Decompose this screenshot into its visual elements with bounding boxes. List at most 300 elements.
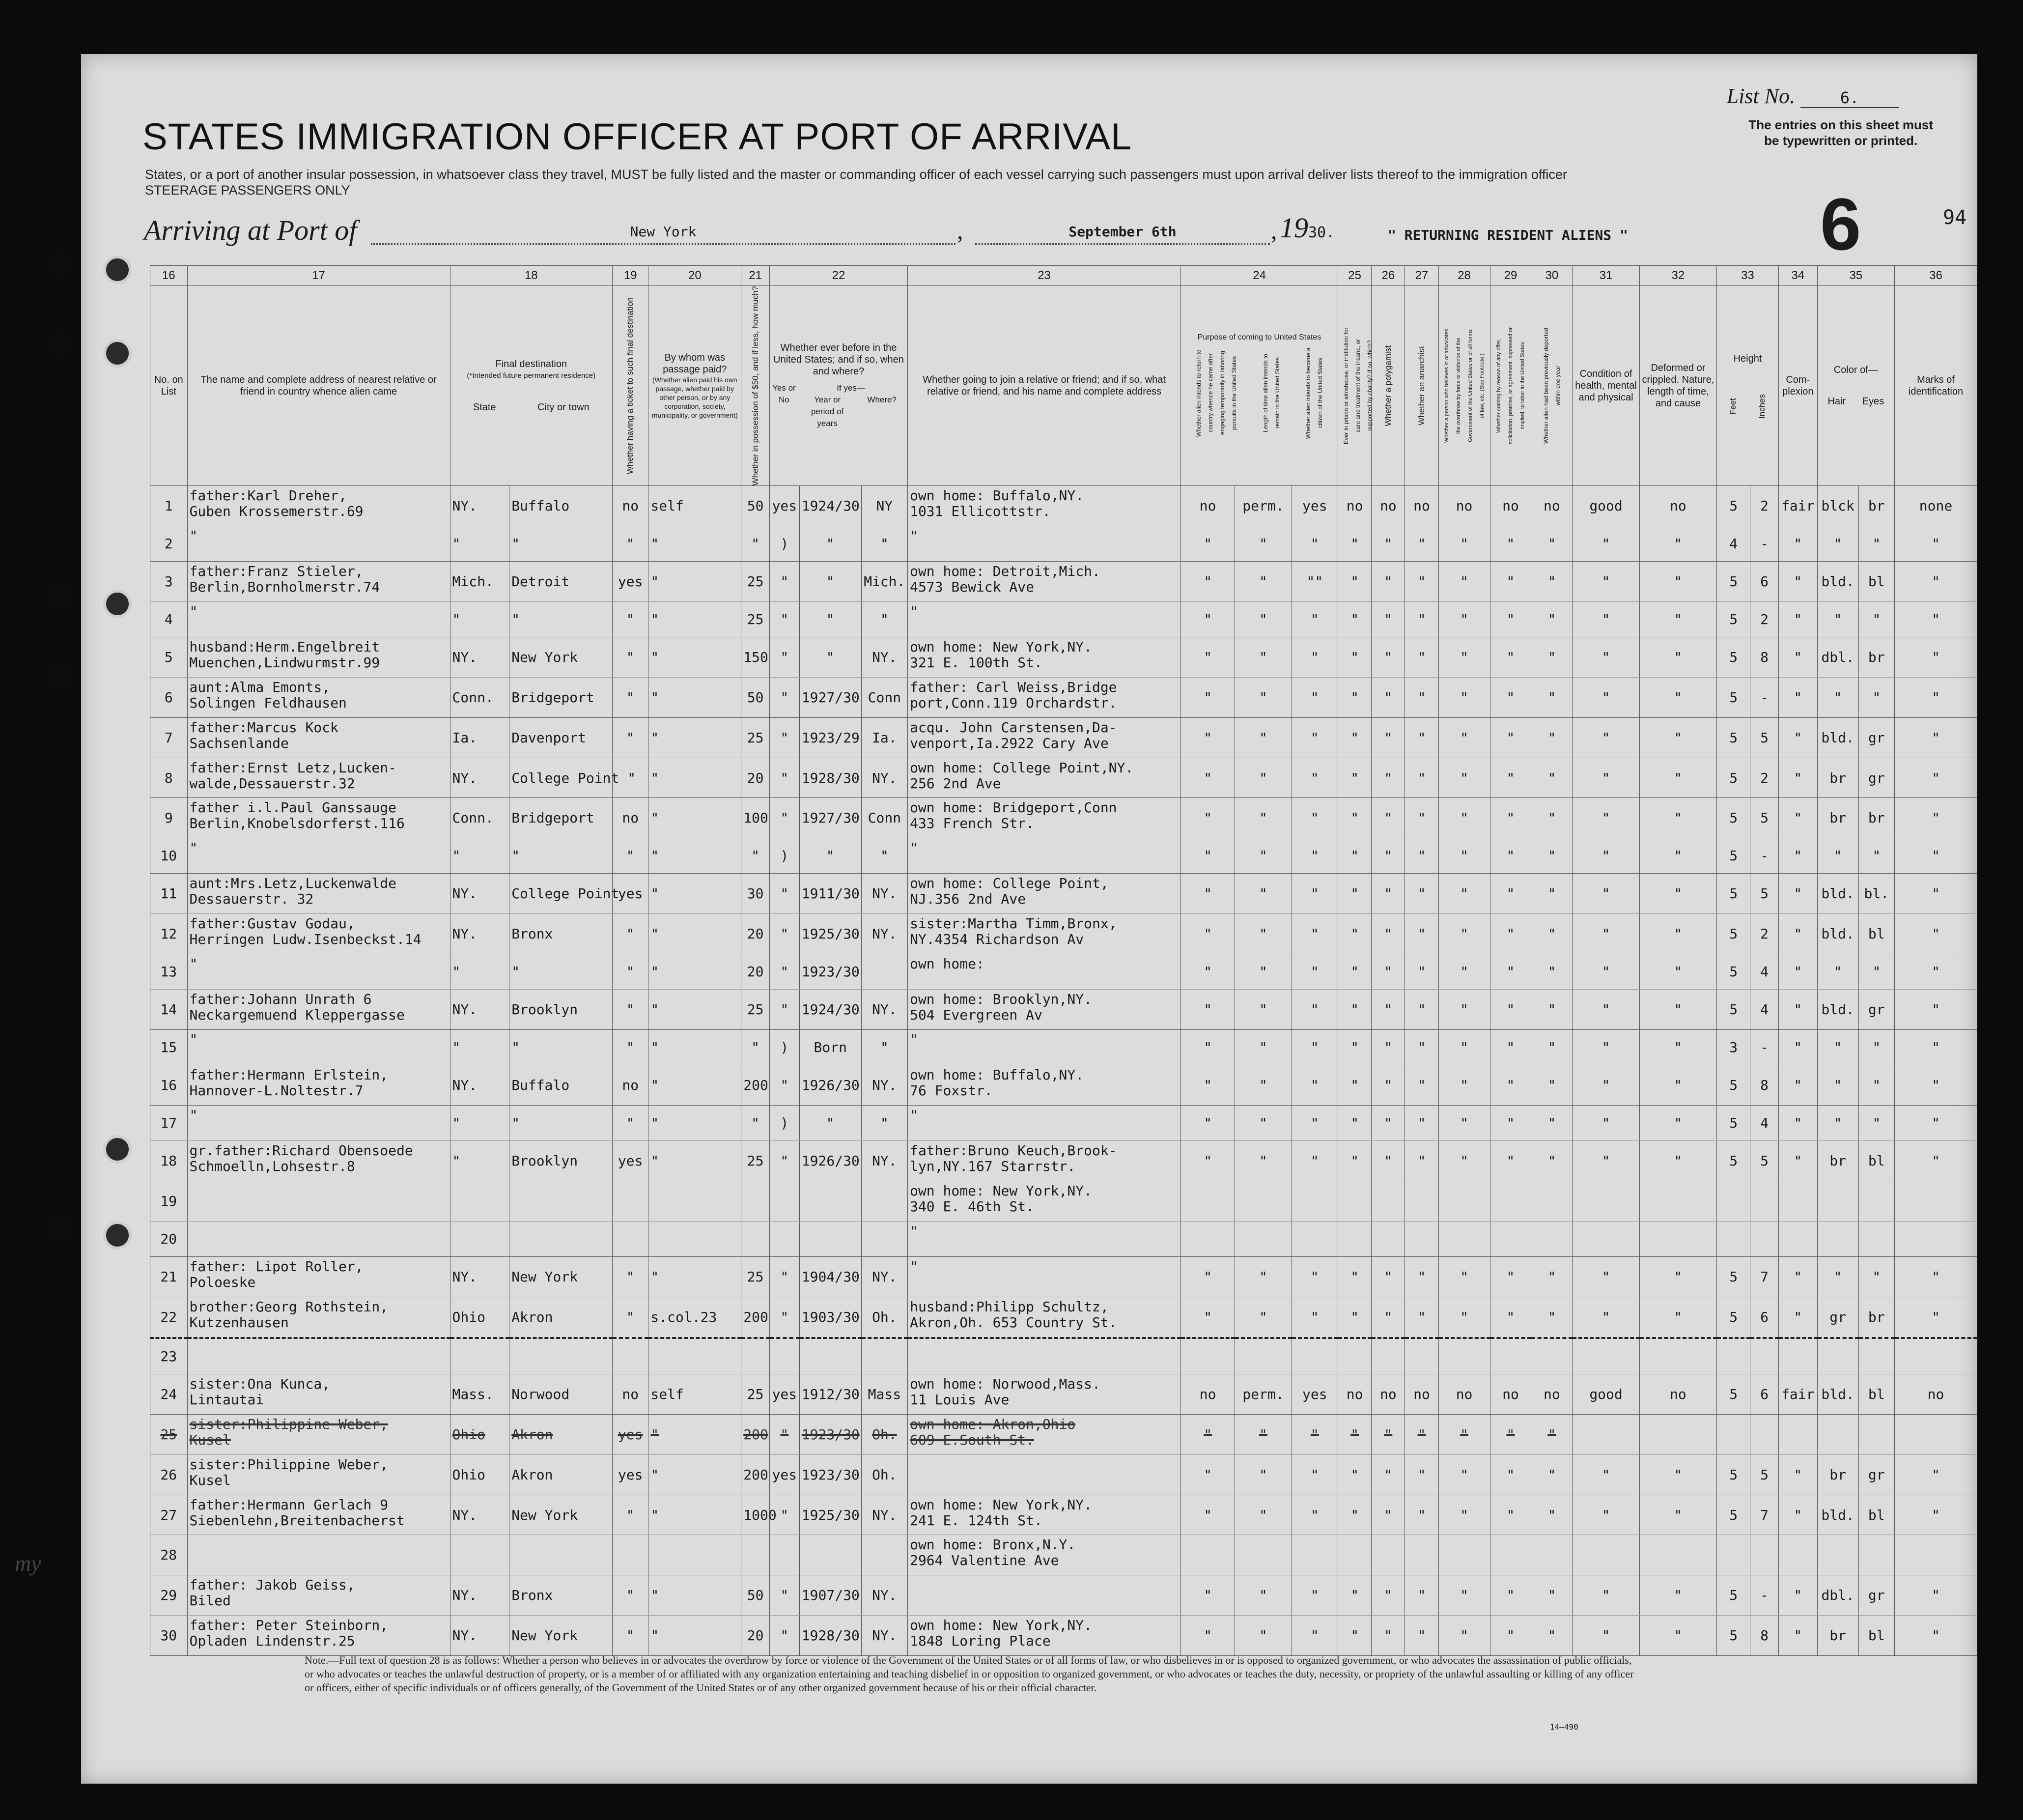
steerage-label: STEERAGE PASSENGERS ONLY [145, 183, 350, 198]
class-note: " RETURNING RESIDENT ALIENS " [1388, 227, 1628, 243]
cell-comp [1778, 1415, 1817, 1455]
cell-c29: " [1490, 1106, 1531, 1141]
cell-p3: " [1292, 1454, 1338, 1495]
joining-line: own home: Bronx,N.Y. [910, 1536, 1076, 1553]
cell-c27: " [1405, 1615, 1438, 1655]
cell-p3: " [1292, 838, 1338, 874]
cell-marks: " [1894, 562, 1977, 602]
cell-deformed: " [1639, 1297, 1716, 1338]
cell-eyes: " [1858, 526, 1894, 562]
header-joining: Whether going to join a relative or friend; and if so, what relative or friend, and his name and complete address [908, 286, 1181, 486]
cell-city: Bridgeport [509, 678, 613, 718]
cell-ticket: " [613, 1257, 648, 1297]
cell-p2: " [1235, 990, 1292, 1030]
cell-ft: 5 [1717, 1297, 1750, 1338]
cell-c28: " [1438, 758, 1490, 798]
cell-comp: " [1778, 637, 1817, 678]
cell-money: 20 [741, 954, 770, 989]
cell-eyes: " [1858, 954, 1894, 989]
cell-joining [908, 1106, 1181, 1141]
relative-line: father: Lipot Roller, [189, 1258, 364, 1275]
cell-ticket: " [613, 717, 648, 758]
cell-in: - [1750, 526, 1779, 562]
cell-c25 [1338, 1221, 1372, 1256]
relative-line: father:Franz Stieler, [189, 563, 364, 580]
cell-eyes: br [1858, 637, 1894, 678]
relative-line: Siebenlehn,Breitenbacherst [189, 1512, 405, 1529]
joining-line: 2964 Valentine Ave [910, 1552, 1059, 1569]
punch-hole [47, 332, 73, 358]
cell-yr: 1926/30 [799, 1065, 861, 1106]
cell-in [1750, 1535, 1779, 1575]
cell-ticket: " [613, 1106, 648, 1141]
cell-c28: " [1438, 874, 1490, 914]
cell-money: 200 [741, 1065, 770, 1106]
relative-line: Biled [189, 1592, 231, 1609]
row-number: 16 [150, 1065, 188, 1106]
table-row [150, 1415, 1977, 1455]
cell-hair: " [1817, 526, 1858, 562]
cell-yn: " [769, 954, 799, 989]
cell-c30: " [1531, 637, 1573, 678]
cell-yn: ) [769, 526, 799, 562]
cell-joining [908, 637, 1181, 678]
cell-in: - [1750, 1575, 1779, 1616]
cell-yr: 1907/30 [799, 1575, 861, 1616]
cell-p1: " [1181, 526, 1235, 562]
cell-c27 [1405, 1338, 1438, 1374]
cell-health: " [1573, 637, 1639, 678]
cell-state: NY. [450, 637, 509, 678]
cell-p2: " [1235, 838, 1292, 874]
cell-in: - [1750, 838, 1779, 874]
cell-relative [187, 1374, 450, 1415]
cell-c27 [1405, 1221, 1438, 1256]
cell-ticket: no [613, 1065, 648, 1106]
cell-yn: " [769, 990, 799, 1030]
cell-eyes: br [1858, 798, 1894, 838]
cell-in: 2 [1750, 486, 1779, 526]
typewritten-note: The entries on this sheet must be typewritten or printed. [1748, 117, 1933, 148]
cell-c26: " [1372, 1297, 1405, 1338]
cell-c26: " [1372, 637, 1405, 678]
header-no-on-list: No. on List [150, 286, 188, 486]
cell-c30: " [1531, 1257, 1573, 1297]
cell-deformed: " [1639, 1029, 1716, 1065]
cell-deformed: " [1639, 1141, 1716, 1181]
cell-c30: " [1531, 1297, 1573, 1338]
cell-deformed: " [1639, 1257, 1716, 1297]
cell-eyes: " [1858, 1257, 1894, 1297]
cell-p3: " [1292, 914, 1338, 954]
cell-comp: " [1778, 1029, 1817, 1065]
cell-yr [799, 1535, 861, 1575]
cell-in: - [1750, 678, 1779, 718]
cell-c26: " [1372, 1615, 1405, 1655]
cell-state [450, 1181, 509, 1222]
cell-c26: " [1372, 1454, 1405, 1495]
cell-c25: " [1338, 717, 1372, 758]
header-color-of: Color of— Hair Eyes [1817, 286, 1894, 486]
relative-line: sister:Philippine Weber, [189, 1456, 389, 1473]
cell-c25: " [1338, 990, 1372, 1030]
cell-c27: " [1405, 1415, 1438, 1455]
cell-state: NY. [450, 1615, 509, 1655]
row-number: 10 [150, 838, 188, 874]
cell-city: New York [509, 637, 613, 678]
cell-eyes [1858, 1415, 1894, 1455]
cell-money [741, 1181, 770, 1222]
cell-c30: " [1531, 1106, 1573, 1141]
cell-money: 25 [741, 1257, 770, 1297]
cell-marks: no [1894, 1374, 1977, 1415]
joining-line: " [910, 1223, 918, 1239]
cell-yn: " [769, 798, 799, 838]
cell-c27: no [1405, 1374, 1438, 1415]
cell-city: Brooklyn [509, 990, 613, 1030]
cell-yn: ) [769, 1106, 799, 1141]
cell-p2: " [1235, 1106, 1292, 1141]
relative-line: " [189, 1107, 198, 1123]
cell-comp: " [1778, 1065, 1817, 1106]
cell-p2: " [1235, 1415, 1292, 1455]
cell-yr [799, 1181, 861, 1222]
cell-where: NY. [861, 1065, 907, 1106]
cell-c28: " [1438, 1615, 1490, 1655]
cell-marks: none [1894, 486, 1977, 526]
cell-comp [1778, 1535, 1817, 1575]
table-row [150, 1297, 1977, 1338]
cell-paid [648, 1221, 741, 1256]
cell-ticket [613, 1338, 648, 1374]
cell-p3: " [1292, 758, 1338, 798]
cell-eyes: bl [1858, 562, 1894, 602]
cell-eyes: bl [1858, 1615, 1894, 1655]
cell-state: NY. [450, 486, 509, 526]
relative-line: " [189, 528, 198, 544]
cell-health: " [1573, 602, 1639, 637]
cell-c29: " [1490, 1454, 1531, 1495]
relative-line: " [189, 603, 198, 620]
cell-paid [648, 1338, 741, 1374]
row-number: 30 [150, 1615, 188, 1655]
cell-ft: 5 [1717, 1454, 1750, 1495]
cell-paid: " [648, 602, 741, 637]
cell-yr [799, 1338, 861, 1374]
cell-state: " [450, 838, 509, 874]
cell-yn: " [769, 914, 799, 954]
cell-paid: " [648, 637, 741, 678]
relative-line: aunt:Alma Emonts, [189, 679, 331, 696]
cell-joining [908, 717, 1181, 758]
cell-health: " [1573, 874, 1639, 914]
cell-p3 [1292, 1338, 1338, 1374]
cell-ft: 5 [1717, 1374, 1750, 1415]
cell-c26: " [1372, 758, 1405, 798]
cell-hair: " [1817, 838, 1858, 874]
cell-where: NY [861, 486, 907, 526]
table-row [150, 1535, 1977, 1575]
cell-paid: " [648, 874, 741, 914]
cell-health: " [1573, 1141, 1639, 1181]
header-purpose: Purpose of coming to United States Whether alien intends to return to country whence he came after engaging temporarily in laboring pursuits in the United States Length of time alien intends to remain in the United States Whether alien intends to become a citizen of the United States [1181, 286, 1338, 486]
cell-money: 25 [741, 717, 770, 758]
cell-p1: " [1181, 678, 1235, 718]
relative-line: Lintautai [189, 1392, 264, 1408]
cell-c29: no [1490, 1374, 1531, 1415]
cell-p3: " [1292, 602, 1338, 637]
cell-comp: " [1778, 1615, 1817, 1655]
table-row [150, 758, 1977, 798]
relative-line: Neckargemuend Kleppergasse [189, 1007, 405, 1024]
cell-deformed: " [1639, 526, 1716, 562]
cell-ft: 5 [1717, 1065, 1750, 1106]
cell-city: Detroit [509, 562, 613, 602]
cell-joining [908, 954, 1181, 989]
cell-c27: " [1405, 954, 1438, 989]
cell-c26: " [1372, 1141, 1405, 1181]
joining-line: 321 E. 100th St. [910, 654, 1042, 671]
cell-p3: " [1292, 1415, 1338, 1455]
cell-c28: " [1438, 637, 1490, 678]
cell-yr: 1904/30 [799, 1257, 861, 1297]
cell-comp: " [1778, 717, 1817, 758]
cell-relative [187, 602, 450, 637]
cell-ticket: " [613, 1615, 648, 1655]
cell-joining [908, 1415, 1181, 1455]
cell-relative [187, 562, 450, 602]
joining-line: own home: Bridgeport,Conn [910, 799, 1117, 816]
cell-joining [908, 1615, 1181, 1655]
cell-p2: " [1235, 1257, 1292, 1297]
cell-comp: " [1778, 914, 1817, 954]
header-overthrow: Whether a person who believes in or advocates the overthrow by force or violence of the Government of the United States or of all forms of law, etc. (See Footnote.) [1438, 286, 1490, 486]
cell-p2 [1235, 1181, 1292, 1222]
cell-c29: " [1490, 758, 1531, 798]
relative-line: father:Ernst Letz,Lucken- [189, 759, 396, 776]
row-number: 1 [150, 486, 188, 526]
cell-c29: " [1490, 717, 1531, 758]
cell-c27: " [1405, 1257, 1438, 1297]
cell-hair: br [1817, 798, 1858, 838]
cell-city: Bridgeport [509, 798, 613, 838]
cell-relative [187, 1065, 450, 1106]
relative-line: Solingen Feldhausen [189, 695, 347, 711]
cell-p1: " [1181, 602, 1235, 637]
cell-c28: " [1438, 838, 1490, 874]
cell-yn: ) [769, 838, 799, 874]
joining-line: sister:Martha Timm,Bronx, [910, 915, 1117, 932]
cell-in [1750, 1415, 1779, 1455]
cell-comp: " [1778, 1454, 1817, 1495]
cell-c30 [1531, 1535, 1573, 1575]
cell-health: good [1573, 486, 1639, 526]
cell-c27: " [1405, 1454, 1438, 1495]
cell-c25: " [1338, 1141, 1372, 1181]
cell-p2: " [1235, 562, 1292, 602]
cell-deformed [1639, 1221, 1716, 1256]
cell-comp: " [1778, 798, 1817, 838]
cell-relative [187, 1181, 450, 1222]
cell-deformed [1639, 1181, 1716, 1222]
cell-c30: " [1531, 954, 1573, 989]
cell-in: 5 [1750, 1454, 1779, 1495]
joining-line: own home: College Point, [910, 875, 1109, 892]
cell-c26: " [1372, 1106, 1405, 1141]
cell-city: Norwood [509, 1374, 613, 1415]
cell-deformed: " [1639, 914, 1716, 954]
cell-hair [1817, 1221, 1858, 1256]
cell-c26: " [1372, 602, 1405, 637]
cell-state: Mass. [450, 1374, 509, 1415]
cell-in: 4 [1750, 954, 1779, 989]
cell-ft: 5 [1717, 798, 1750, 838]
cell-health: " [1573, 1065, 1639, 1106]
cell-comp: " [1778, 954, 1817, 989]
cell-deformed: " [1639, 1615, 1716, 1655]
cell-money: 20 [741, 758, 770, 798]
cell-c30: " [1531, 1141, 1573, 1181]
cell-health: " [1573, 1297, 1639, 1338]
cell-city: Akron [509, 1297, 613, 1338]
cell-ticket: " [613, 990, 648, 1030]
cell-relative [187, 1257, 450, 1297]
cell-ft: 5 [1717, 758, 1750, 798]
row-number: 23 [150, 1338, 188, 1374]
cell-c27: " [1405, 990, 1438, 1030]
cell-eyes [1858, 1535, 1894, 1575]
cell-relative [187, 1297, 450, 1338]
cell-p3: " [1292, 1575, 1338, 1616]
cell-c25: no [1338, 1374, 1372, 1415]
cell-c26: " [1372, 798, 1405, 838]
cell-state: Ohio [450, 1415, 509, 1455]
cell-money: 20 [741, 914, 770, 954]
cell-deformed: " [1639, 990, 1716, 1030]
joining-line: 1848 Loring Place [910, 1632, 1051, 1649]
cell-comp: " [1778, 990, 1817, 1030]
cell-p1: " [1181, 1029, 1235, 1065]
cell-c28: no [1438, 486, 1490, 526]
cell-state: NY. [450, 758, 509, 798]
cell-city: " [509, 838, 613, 874]
row-number: 5 [150, 637, 188, 678]
cell-c26 [1372, 1338, 1405, 1374]
cell-c25: " [1338, 1257, 1372, 1297]
table-row [150, 798, 1977, 838]
cell-ft [1717, 1221, 1750, 1256]
cell-health: " [1573, 990, 1639, 1030]
row-number: 13 [150, 954, 188, 989]
cell-in: 7 [1750, 1495, 1779, 1535]
cell-comp: " [1778, 1106, 1817, 1141]
cell-yn: " [769, 562, 799, 602]
cell-paid: " [648, 1495, 741, 1535]
cell-c27: " [1405, 758, 1438, 798]
cell-where: NY. [861, 914, 907, 954]
cell-c25: " [1338, 1106, 1372, 1141]
cell-joining [908, 1181, 1181, 1222]
cell-marks: " [1894, 1615, 1977, 1655]
cell-state: " [450, 1106, 509, 1141]
cell-c29 [1490, 1338, 1531, 1374]
relative-line: sister:Philippine Weber, [189, 1416, 389, 1433]
cell-city: " [509, 1029, 613, 1065]
joining-line: own home: Detroit,Mich. [910, 563, 1100, 580]
cell-yr: 1923/29 [799, 717, 861, 758]
cell-where [861, 1221, 907, 1256]
joining-line: 340 E. 46th St. [910, 1198, 1034, 1215]
cell-c30: " [1531, 874, 1573, 914]
cell-c30: " [1531, 717, 1573, 758]
cell-hair: " [1817, 678, 1858, 718]
cell-c27: " [1405, 637, 1438, 678]
cell-in: 8 [1750, 1615, 1779, 1655]
header-passage-paid: By whom was passage paid? (Whether alien paid his own passage, whether paid by other person, or by any corporation, society, municipality, or government) [648, 286, 741, 486]
joining-line: father: Carl Weiss,Bridge [910, 679, 1117, 696]
cell-c28: " [1438, 954, 1490, 989]
row-number: 2 [150, 526, 188, 562]
cell-hair: bld. [1817, 717, 1858, 758]
cell-where: NY. [861, 1257, 907, 1297]
cell-joining [908, 874, 1181, 914]
cell-marks: " [1894, 1029, 1977, 1065]
cell-c28: " [1438, 1454, 1490, 1495]
cell-c27: " [1405, 914, 1438, 954]
cell-where: Oh. [861, 1297, 907, 1338]
cell-c30: " [1531, 1495, 1573, 1535]
row-number: 20 [150, 1221, 188, 1256]
cell-comp: " [1778, 1575, 1817, 1616]
cell-in: 7 [1750, 1257, 1779, 1297]
row-number: 12 [150, 914, 188, 954]
cell-money: 25 [741, 602, 770, 637]
relative-line: Schmoelln,Lohsestr.8 [189, 1158, 355, 1175]
cell-p3: " [1292, 1029, 1338, 1065]
cell-ticket: " [613, 1495, 648, 1535]
cell-where: Oh. [861, 1415, 907, 1455]
cell-p3: " [1292, 1065, 1338, 1106]
cell-c27 [1405, 1181, 1438, 1222]
cell-health [1573, 1535, 1639, 1575]
cell-c28 [1438, 1181, 1490, 1222]
cell-eyes: br [1858, 1297, 1894, 1338]
cell-health: " [1573, 526, 1639, 562]
cell-state: " [450, 1141, 509, 1181]
cell-health: " [1573, 1615, 1639, 1655]
cell-in: 4 [1750, 990, 1779, 1030]
cell-p3: " [1292, 526, 1338, 562]
cell-p3: " [1292, 1297, 1338, 1338]
cell-deformed: " [1639, 562, 1716, 602]
cell-in: 4 [1750, 1106, 1779, 1141]
cell-p2: " [1235, 637, 1292, 678]
cell-p2 [1235, 1535, 1292, 1575]
table-row [150, 838, 1977, 874]
relative-line: Opladen Lindenstr.25 [189, 1632, 355, 1649]
row-number: 15 [150, 1029, 188, 1065]
cell-money: 20 [741, 1615, 770, 1655]
cell-comp: " [1778, 1495, 1817, 1535]
relative-line: " [189, 955, 198, 972]
cell-p1: " [1181, 954, 1235, 989]
cell-c28: " [1438, 914, 1490, 954]
cell-city [509, 1535, 613, 1575]
header-deformed: Deformed or crippled. Nature, length of time, and cause [1639, 286, 1716, 486]
cell-c28: " [1438, 526, 1490, 562]
cell-yn: " [769, 1297, 799, 1338]
cell-c29: " [1490, 838, 1531, 874]
